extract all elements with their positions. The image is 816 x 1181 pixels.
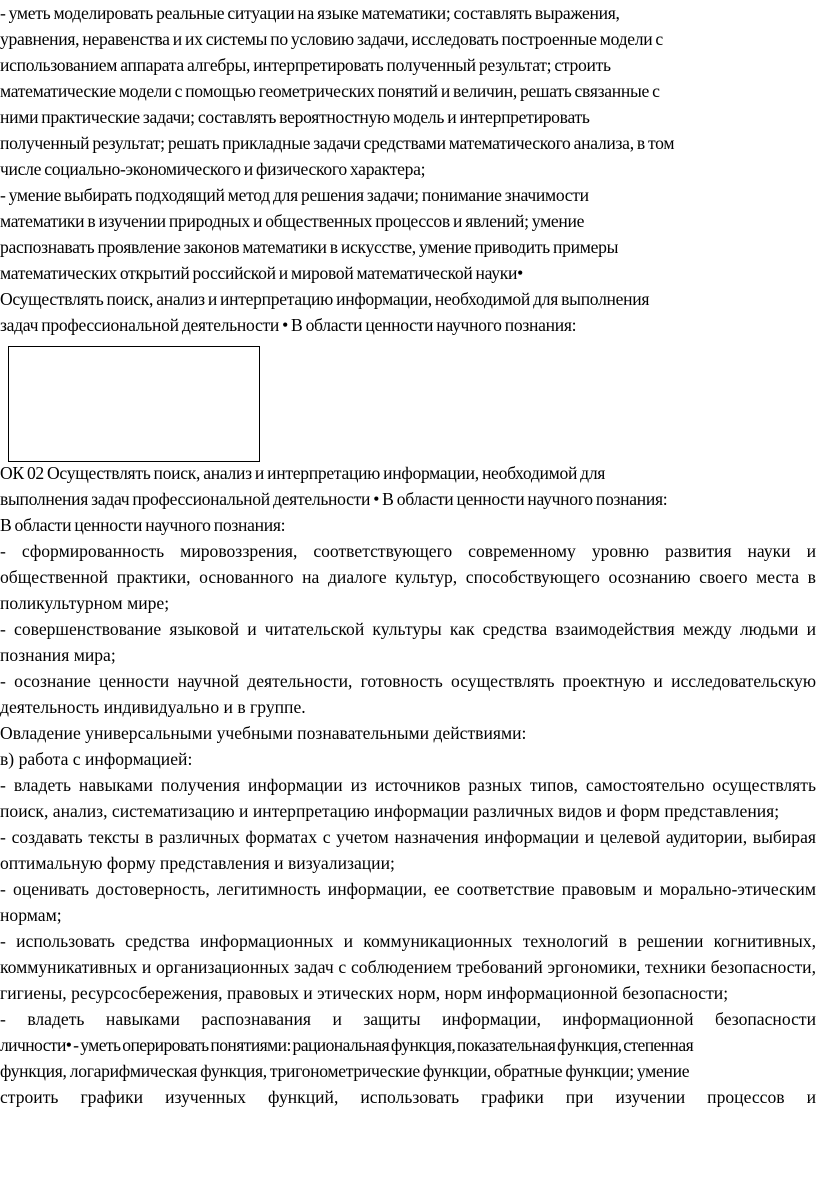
text-line: Осуществлять поиск, анализ и интерпретацию информации, необходимой для выполнения xyxy=(0,289,650,309)
paragraph-heading-actions: Овладение универсальными учебными познавательными действиями: xyxy=(0,723,527,743)
paragraph-info-security: - владеть навыками распознавания и защиты информации, информационной безопасности xyxy=(0,1009,816,1029)
text-line: выполнения задач профессиональной деятельности • В области ценности научного познания: xyxy=(0,489,668,509)
text-line: задач профессиональной деятельности • В области ценности научного познания: xyxy=(0,315,577,335)
paragraph-evaluate-info: - оценивать достоверность, легитимность информации, ее соответствие правовым и морально-этическим нормам; xyxy=(0,879,816,925)
text-line: уравнения, неравенства и их системы по условию задачи, исследовать построенные модели с xyxy=(0,29,663,49)
text-line: распознавать проявление законов математики в искусстве, умение приводить примеры xyxy=(0,237,619,257)
text-line: ОК 02 Осуществлять поиск, анализ и интерпретацию информации, необходимой для xyxy=(0,463,606,483)
section-math-modeling xyxy=(0,0,816,338)
text-line: числе социально-экономического и физического характера; xyxy=(0,159,426,179)
text-line: - уметь моделировать реальные ситуации на языке математики; составлять выражения, xyxy=(0,3,620,23)
text-line: функция, логарифмическая функция, тригонометрические функции, обратные функции; умение xyxy=(0,1061,690,1081)
text-line: математических открытий российской и мировой математической науки• xyxy=(0,263,523,283)
paragraph-worldview: - сформированность мировоззрения, соответствующего современному уровню развития науки и общественной практики, основанного на диалоге культур, способствующего осознанию своего места в поликультурном мире; xyxy=(0,541,816,613)
text-line: В области ценности научного познания: xyxy=(0,515,286,535)
paragraph-scientific-activity: - осознание ценности научной деятельности, готовность осуществлять проектную и исследовательскую деятельность индивидуально и в группе. xyxy=(0,671,816,717)
text-line: - умение выбирать подходящий метод для решения задачи; понимание значимости xyxy=(0,185,589,205)
empty-frame xyxy=(8,346,260,462)
paragraph-create-texts: - создавать тексты в различных форматах с учетом назначения информации и целевой аудитории, выбирая оптимальную форму представления и визуализации; xyxy=(0,827,816,873)
text-line: использованием аппарата алгебры, интерпретировать полученный результат; строить xyxy=(0,55,611,75)
paragraph-info-skills: - владеть навыками получения информации из источников разных типов, самостоятельно осуществлять поиск, анализ, систематизацию и интерпретацию информации различных видов и форм представления; xyxy=(0,775,816,821)
text-line: математики в изучении природных и общественных процессов и явлений; умение xyxy=(0,211,585,231)
paragraph-heading-information: в) работа с информацией: xyxy=(0,749,193,769)
text-line: полученный результат; решать прикладные задачи средствами математического анализа, в том xyxy=(0,133,675,153)
paragraph-language-culture: - совершенствование языковой и читательской культуры как средства взаимодействия между людьми и познания мира; xyxy=(0,619,816,665)
text-line: ними практические задачи; составлять вероятностную модель и интерпретировать xyxy=(0,107,590,127)
text-line: математические модели с помощью геометрических понятий и величин, решать связанные с xyxy=(0,81,660,101)
section-ok02 xyxy=(0,460,816,538)
section-competencies xyxy=(0,538,816,1110)
text-line: строить графики изученных функций, использовать графики при изучении процессов и xyxy=(0,1087,816,1107)
text-line: личности• - уметь оперировать понятиями: рациональная функция, показательная функция, степенная xyxy=(0,1035,694,1055)
paragraph-ict-tools: - использовать средства информационных и коммуникационных технологий в решении когнитивных, коммуникативных и организационных задач с соблюдением требований эргономики, техники безопасности, гигиены, ресурсосбережения, правовых и этических норм, норм информационной безопасности; xyxy=(0,931,816,1003)
